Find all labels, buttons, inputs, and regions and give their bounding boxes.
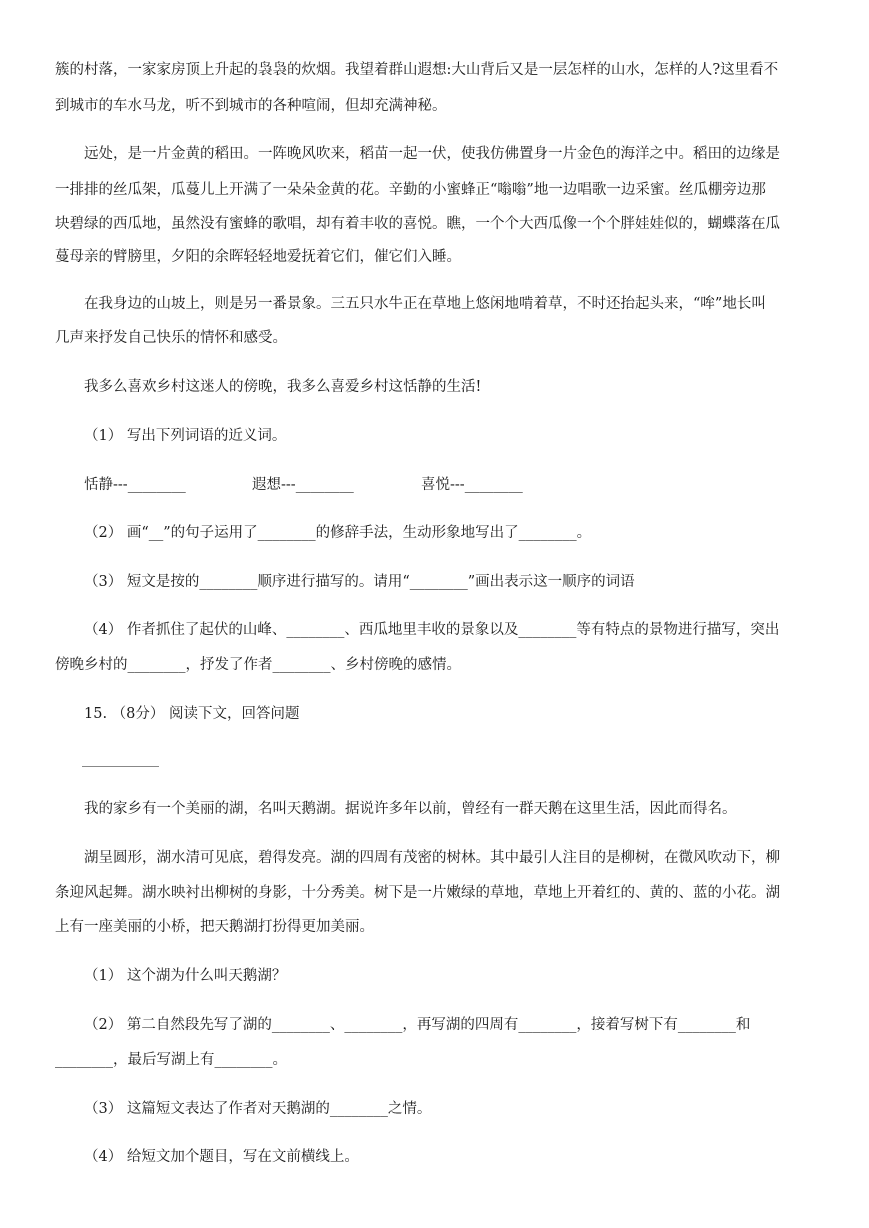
question-text: 傍晚乡村的________，抒发了作者________、乡村傍晚的感情。	[55, 657, 461, 673]
question-text: （4） 给短文加个题目，写在文前横线上。	[84, 1149, 359, 1165]
passage-line: 我多么喜欢乡村这迷人的傍晚，我多么喜爱乡村这恬静的生活!	[84, 379, 482, 395]
passage-line: 蔓母亲的臂膀里，夕阳的余晖轻轻地爱抚着它们，催它们入睡。	[55, 249, 461, 265]
synonym-blank: 恬静---________	[84, 477, 186, 493]
passage-line: 簇的村落，一家家房顶上升起的袅袅的炊烟。我望着群山遐想:大山背后又是一层怎样的山水，怎样的人?这里看不	[55, 62, 779, 78]
passage-line: 在我身边的山坡上，则是另一番景象。三五只水牛正在草地上悠闲地啃着草，不时还抬起头来，“哞”地长叫	[84, 296, 766, 312]
passage-line: 到城市的车水马龙，听不到城市的各种喧闹，但却充满神秘。	[55, 98, 447, 114]
passage-line: 远处，是一片金黄的稻田。一阵晚风吹来，稻苗一起一伏，使我仿佛置身一片金色的海洋之中。稻田的边缘是	[84, 146, 780, 162]
passage-line: 条迎风起舞。湖水映衬出柳树的身影，十分秀美。树下是一片嫩绿的草地，草地上开着红的、黄的、蓝的小花。湖	[55, 885, 780, 901]
passage-line: 一排排的丝瓜架，瓜蔓儿上开满了一朵朵金黄的花。辛勤的小蜜蜂正“嗡嗡”地一边唱歌一边采蜜。丝瓜棚旁边那	[55, 182, 766, 198]
passage-line: 几声来抒发自己快乐的情怀和感受。	[55, 330, 287, 346]
question-text: （2） 第二自然段先写了湖的________、________，再写湖的四周有________，接着写树下有________和	[84, 1017, 751, 1033]
passage-line: 块碧绿的西瓜地，虽然没有蜜蜂的歌唱，却有着丰收的喜悦。瞧，一个个大西瓜像一个个胖娃娃似的，蝴蝶落在瓜	[55, 216, 780, 232]
question-heading: 15. （8分） 阅读下文，回答问题	[84, 706, 300, 722]
title-blank-line	[82, 766, 159, 767]
synonym-blank: 喜悦---________	[421, 477, 523, 493]
question-text: （1） 写出下列词语的近义词。	[84, 428, 287, 444]
question-text: （3） 这篇短文表达了作者对天鹅湖的________之情。	[84, 1101, 432, 1117]
question-text: （2） 画“__”的句子运用了________的修辞手法，生动形象地写出了________。	[84, 525, 592, 541]
question-text: （4） 作者抓住了起伏的山峰、________、西瓜地里丰收的景象以及________等有特点的景物进行描写，突出	[84, 622, 780, 638]
question-text: （3） 短文是按的________顺序进行描写的。请用“________”画出表示这一顺序的词语	[84, 574, 635, 590]
passage-line: 上有一座美丽的小桥，把天鹅湖打扮得更加美丽。	[55, 919, 374, 935]
question-text: （1） 这个湖为什么叫天鹅湖？	[84, 968, 287, 984]
passage-line: 我的家乡有一个美丽的湖，名叫天鹅湖。据说许多年以前，曾经有一群天鹅在这里生活，因此而得名。	[84, 801, 737, 817]
passage-line: 湖呈圆形，湖水清可见底，碧得发亮。湖的四周有茂密的树林。其中最引人注目的是柳树，在微风吹动下，柳	[84, 850, 780, 866]
synonym-blank: 遐想---________	[252, 477, 354, 493]
question-text: ________，最后写湖上有________。	[55, 1052, 287, 1068]
